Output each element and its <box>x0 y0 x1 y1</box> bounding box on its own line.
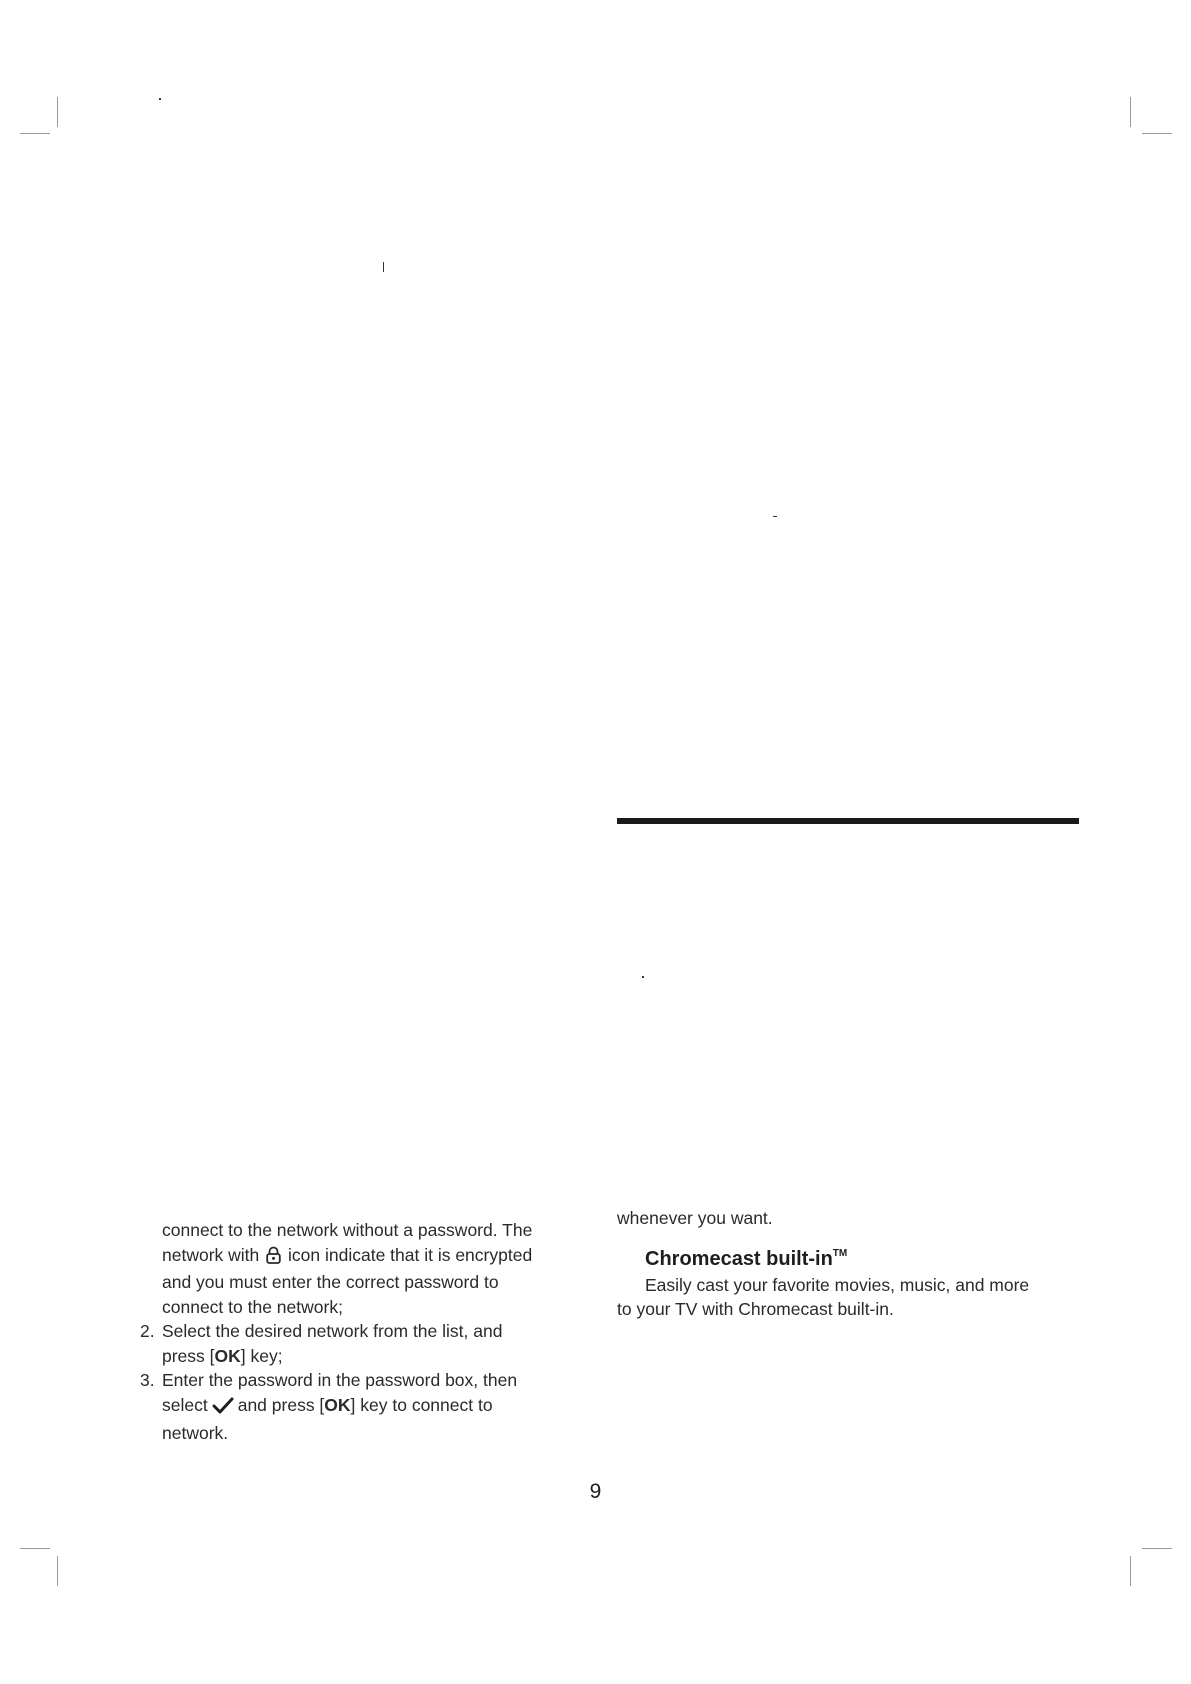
text-line: network with icon indicate that it is encrypted <box>162 1243 580 1271</box>
page-number: 9 <box>589 1480 602 1503</box>
crop-mark <box>1130 1556 1131 1586</box>
scan-speck <box>159 98 161 100</box>
chromecast-paragraph <box>617 1273 1077 1322</box>
crop-mark <box>57 97 58 127</box>
crop-mark <box>1142 133 1172 134</box>
text-line: and you must enter the correct password to <box>162 1272 499 1292</box>
crop-mark <box>57 1556 58 1586</box>
network-paragraph <box>140 1218 580 1319</box>
section-divider <box>617 818 1079 824</box>
text-line: connect to the network without a password. The <box>162 1220 533 1240</box>
text-line: network. <box>162 1423 229 1443</box>
text-line: Select the desired network from the list, and <box>162 1321 503 1341</box>
text-line: to your TV with Chromecast built-in. <box>617 1299 894 1319</box>
list-item: 2. Select the desired network from the list, and press [OK] key; <box>140 1319 580 1368</box>
crop-mark <box>1130 97 1131 127</box>
ok-key-label: OK <box>324 1394 351 1415</box>
left-column <box>140 1218 580 1446</box>
text-line: Enter the password in the password box, then <box>162 1370 518 1390</box>
scan-speck <box>773 516 777 517</box>
lock-icon <box>266 1246 281 1271</box>
checkmark-icon <box>212 1397 234 1422</box>
ok-key-label: OK <box>214 1345 241 1366</box>
section-heading: Chromecast built-in™ <box>645 1247 848 1270</box>
crop-mark <box>20 1548 50 1549</box>
crop-mark <box>20 133 50 134</box>
list-item: 3. Enter the password in the password box, then select and press [OK] key to connect to network. <box>140 1368 580 1446</box>
trademark-mark: TM <box>832 1247 848 1259</box>
scan-speck <box>642 976 644 978</box>
scan-speck <box>383 262 384 272</box>
text-line: press [OK] key; <box>162 1345 283 1366</box>
text-line: Easily cast your favorite movies, music, and more <box>645 1274 1030 1295</box>
right-column <box>617 1206 1077 1322</box>
crop-mark <box>1142 1548 1172 1549</box>
text-line: connect to the network; <box>162 1296 343 1317</box>
text-line: select and press [OK] key to connect to <box>162 1393 580 1422</box>
text-line: whenever you want. <box>617 1208 773 1228</box>
